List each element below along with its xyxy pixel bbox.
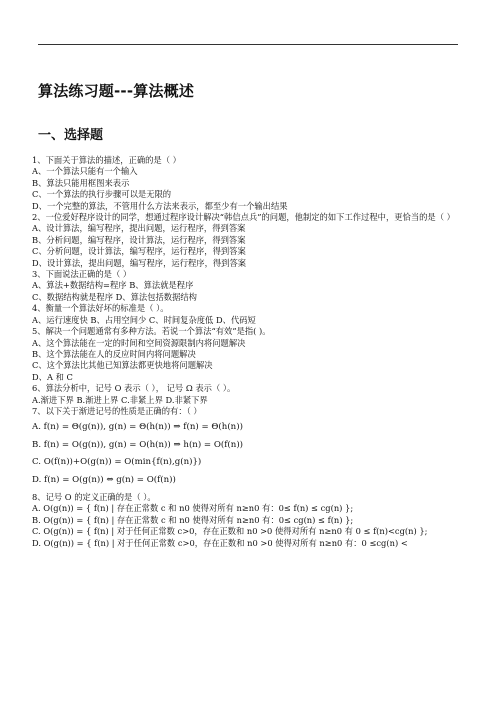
question-5-option-a: A、这个算法能在一定的时间和空间资源限制内将问题解决 <box>32 337 246 348</box>
question-4-options: A、运行速度快 B、占用空间少 C、时间复杂度低 D、代码短 <box>32 314 256 325</box>
question-3-options-cd: C、数据结构就是程序 D、算法包括数据结构 <box>32 291 197 302</box>
question-5-option-b: B、这个算法能在人的反应时间内将问题解决 <box>32 348 196 359</box>
question-1-stem: 1、下面关于算法的描述，正确的是（ ） <box>32 155 181 165</box>
question-3-options-ab: A、算法+数据结构=程序 B、算法就是程序 <box>32 280 194 291</box>
question-2-option-d: D、设计算法，提出问题，编写程序，运行程序，得到答案 <box>32 257 247 268</box>
question-8-stem: 8、记号 O 的定义正确的是（ ）。 <box>32 491 156 502</box>
question-8-option-b: B. O(g(n)) = { f(n) | 存在正常数 c 和 n0 使得对所有 n≥n0 有：0≤ cg(n) ≤ f(n) }; <box>32 514 354 525</box>
question-5-stem: 5、解决一个问题通常有多种方法。若说一个算法“有效”是指( )。 <box>32 326 271 337</box>
question-3-stem: 3、下面说法正确的是（ ） <box>32 269 132 280</box>
question-7-option-b: B. f(n) = O(g(n)), g(n) = O(h(n)) ⇒ h(n) = O(f(n)) <box>32 439 244 450</box>
section-heading: 一、选择题 <box>38 128 104 143</box>
question-7-option-a: A. f(n) = Θ(g(n)), g(n) = Θ(h(n)) ⇒ f(n) = Θ(h(n)) <box>32 422 243 433</box>
question-6-options: A.渐进下界 B.渐进上界 C.非紧上界 D.非紧下界 <box>32 394 208 405</box>
question-2-option-b: B、分析问题，编写程序，设计算法，运行程序，得到答案 <box>32 234 246 245</box>
question-2-stem: 2、一位爱好程序设计的同学，想通过程序设计解决“韩信点兵”的问题，他制定的如下工作过程中，更恰当的是（ ） <box>32 212 455 223</box>
question-2-option-c: C、分析问题，设计算法，编写程序，运行程序，得到答案 <box>32 246 246 257</box>
question-7-option-c: C. O(f(n))+O(g(n)) = O(min{f(n),g(n)}) <box>32 457 202 468</box>
question-6-stem: 6、算法分析中，记号 O 表示（ ）， 记号 Ω 表示（ ）。 <box>32 383 236 394</box>
question-1-option-a: A、一个算法只能有一个输入 <box>32 166 138 177</box>
question-8-option-c: C. O(g(n)) = { f(n) | 对于任何正常数 c>0，存在正数和 n0 >0 使得对所有 n≥n0 有 0 ≤ f(n)<cg(n) }; <box>32 526 428 537</box>
question-list <box>32 155 462 549</box>
question-1-option-c: C、一个算法的执行步骤可以是无限的 <box>32 189 172 200</box>
question-5-option-c: C、这个算法比其他已知算法都更快地将问题解决 <box>32 360 213 371</box>
question-7-stem: 7、以下关于渐进记号的性质是正确的有：（ ） <box>32 405 202 416</box>
question-8-option-a: A. O(g(n)) = { f(n) | 存在正常数 c 和 n0 使得对所有 n≥n0 有：0≤ f(n) ≤ cg(n) }; <box>32 503 354 514</box>
question-4-stem: 4、衡量一个算法好坏的标准是（ ）。 <box>32 303 169 314</box>
question-1-option-b: B、算法只能用框图来表示 <box>32 177 130 188</box>
question-7-option-d: D. f(n) = O(g(n)) ⇔ g(n) = O(f(n)) <box>32 474 176 485</box>
question-2-option-a: A、设计算法，编写程序，提出问题，运行程序，得到答案 <box>32 223 246 234</box>
question-5-option-d: D、A 和 C <box>32 371 73 382</box>
page-title: 算法练习题---算法概述 <box>38 82 195 100</box>
header-rule <box>38 44 458 45</box>
question-8-option-d: D. O(g(n)) = { f(n) | 对于任何正常数 c>0，存在正数和 n0 >0 使得对所有 n≥n0 有：0 ≤cg(n) < <box>32 537 408 548</box>
question-1-option-d: D、一个完整的算法，不管用什么方法来表示，都至少有一个输出结果 <box>32 200 288 211</box>
